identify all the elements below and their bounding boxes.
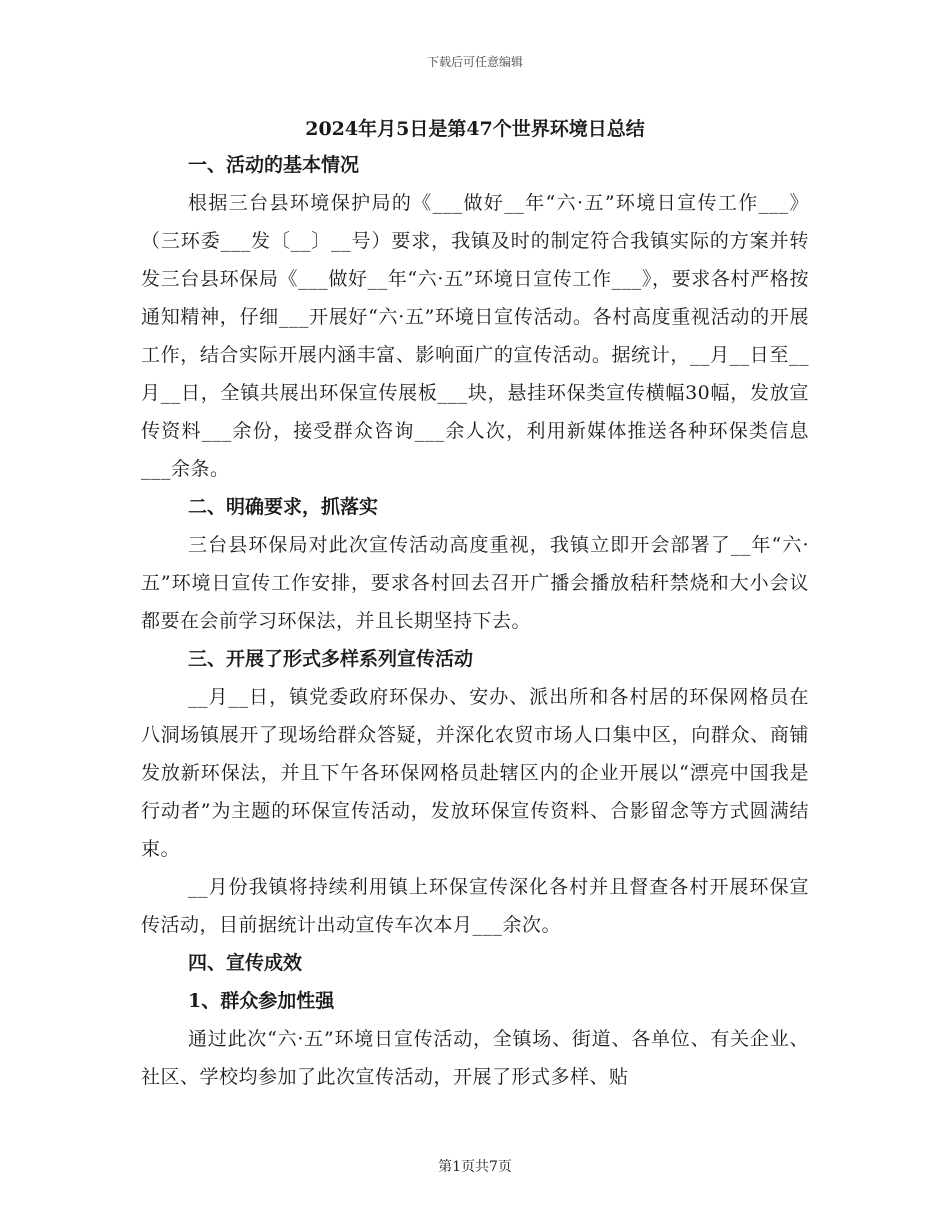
section-heading: 二、明确要求，抓落实 — [188, 496, 379, 518]
paragraph: 通过此次“六·五”环境日宣传活动，全镇场、街道、各单位、有关企业、社区、学校均参加了此次宣传活动，开展了形式多样、贴 — [141, 1028, 809, 1088]
header-note: 下载后可任意编辑 — [426, 55, 523, 69]
section-heading: 一、活动的基本情况 — [188, 154, 360, 176]
page-number: 第1页共7页 — [438, 1159, 512, 1175]
paragraph: __月__日，镇党委政府环保办、安办、派出所和各村居的环保网格员在八洞场镇展开了现场给群众答疑，并深化农贸市场人口集中区，向群众、商铺发放新环保法，并且下午各环保网格员赴辖区内的企业开展以“漂亮中国我是行动者”为主题的环保宣传活动，发放环保宣传资料、合影留念等方式圆满结束。 — [141, 686, 809, 860]
paragraph: __月份我镇将持续利用镇上环保宣传深化各村并且督查各村开展环保宣传活动，目前据统计出动宣传车次本月___余次。 — [141, 876, 809, 936]
subsection-heading: 1、群众参加性强 — [188, 990, 335, 1012]
document-title: 2024年月5日是第47个世界环境日总结 — [305, 118, 645, 140]
section-heading: 三、开展了形式多样系列宣传活动 — [188, 648, 474, 670]
paragraph: 三台县环保局对此次宣传活动高度重视，我镇立即开会部署了__年“六·五”环境日宣传工作安排，要求各村回去召开广播会播放秸秆禁烧和大小会议都要在会前学习环保法，并且长期坚持下去。 — [141, 534, 809, 632]
document-body — [141, 112, 809, 1096]
paragraph: 根据三台县环境保护局的《___做好__年“六·五”环境日宣传工作___》（三环委___发〔__〕__号）要求，我镇及时的制定符合我镇实际的方案并转发三台县环保局《___做好__年“六·五”环境日宣传工作___》，要求各村严格按通知精神，仔细___开展好“六·五”环境日宣传活动。各村高度重视活动的开展工作，结合实际开展内涵丰富、影响面广的宣传活动。据统计，__月__日至__月__日，全镇共展出环保宣传展板___块，悬挂环保类宣传横幅30幅，发放宣传资料___余份，接受群众咨询___余人次，利用新媒体推送各种环保类信息___余条。 — [141, 192, 809, 480]
section-heading: 四、宣传成效 — [188, 952, 303, 974]
